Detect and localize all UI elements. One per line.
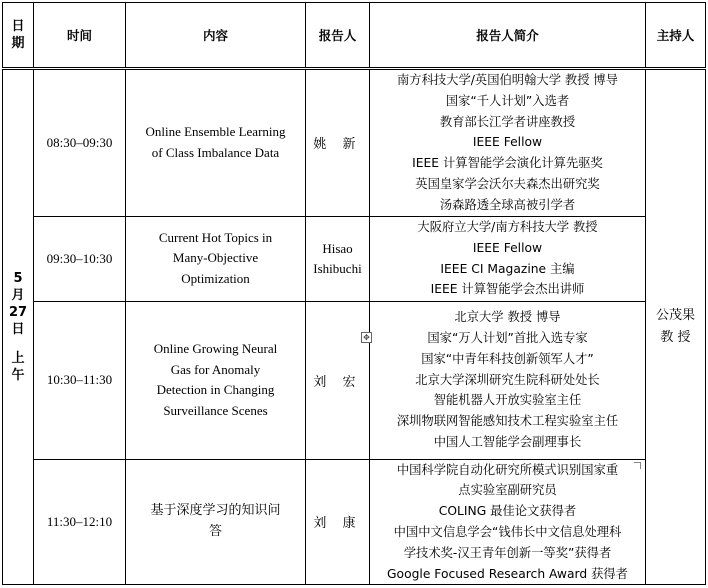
header-content: 内容 [126, 3, 306, 69]
date-cell: 5 月 27 日 上 午 [3, 69, 34, 585]
header-host: 主持人 [646, 3, 706, 69]
table-row [3, 459, 706, 585]
table-row [3, 216, 706, 301]
time-cell: 11:30–12:10 [34, 459, 126, 585]
host-cell: 公茂果 教 授 [646, 69, 706, 585]
cell-corner-mark-icon [634, 462, 641, 469]
header-speaker: 报告人 [306, 3, 370, 69]
speaker-cell: 刘 康 [306, 459, 370, 585]
header-time: 时间 [34, 3, 126, 69]
speaker-cell: 刘 宏 [306, 301, 370, 459]
content-cell: Online Ensemble Learning of Class Imbalance Data [126, 69, 306, 217]
content-cell: Current Hot Topics in Many-Objective Optimization [126, 216, 306, 301]
header-date: 日 期 [3, 3, 34, 69]
time-cell: 08:30–09:30 [34, 69, 126, 217]
schedule-table [2, 2, 706, 585]
time-cell: 10:30–11:30 [34, 301, 126, 459]
table-row [3, 69, 706, 217]
bio-cell: 中国科学院自动化研究所模式识别国家重 点实验室副研究员 COLING 最佳论文获得者 中国中文信息学会“钱伟长中文信息处理科 学技术奖-汉王青年创新一等奖”获得者 Google Focused Research Award 获得者 [370, 459, 646, 585]
content-cell: 基于深度学习的知识问 答 [126, 459, 306, 585]
content-cell: Online Growing Neural Gas for Anomaly Detection in Changing Surveillance Scenes [126, 301, 306, 459]
bio-cell: 南方科技大学/英国伯明翰大学 教授 博导 国家“千人计划”入选者 教育部长江学者讲座教授 IEEE Fellow IEEE 计算智能学会演化计算先驱奖 英国皇家学会沃尔夫森杰出研究奖 汤森路透全球高被引学者 [370, 69, 646, 217]
bio-cell: 大阪府立大学/南方科技大学 教授 IEEE Fellow IEEE CI Magazine 主编 IEEE 计算智能学会杰出讲师 [370, 216, 646, 301]
header-bio: 报告人简介 [370, 3, 646, 69]
header-row [3, 3, 706, 69]
speaker-cell: 姚 新 [306, 69, 370, 217]
bio-cell: 北京大学 教授 博导 国家“万人计划”首批入选专家 国家“中青年科技创新领军人才” 北京大学深圳研究生院科研处处长 智能机器人开放实验室主任 深圳物联网智能感知技术工程实验室主任 中国人工智能学会副理事长 [370, 301, 646, 459]
speaker-cell: Hisao Ishibuchi [306, 216, 370, 301]
table-move-handle-icon[interactable]: ✥ [361, 332, 372, 343]
table-row [3, 301, 706, 459]
time-cell: 09:30–10:30 [34, 216, 126, 301]
